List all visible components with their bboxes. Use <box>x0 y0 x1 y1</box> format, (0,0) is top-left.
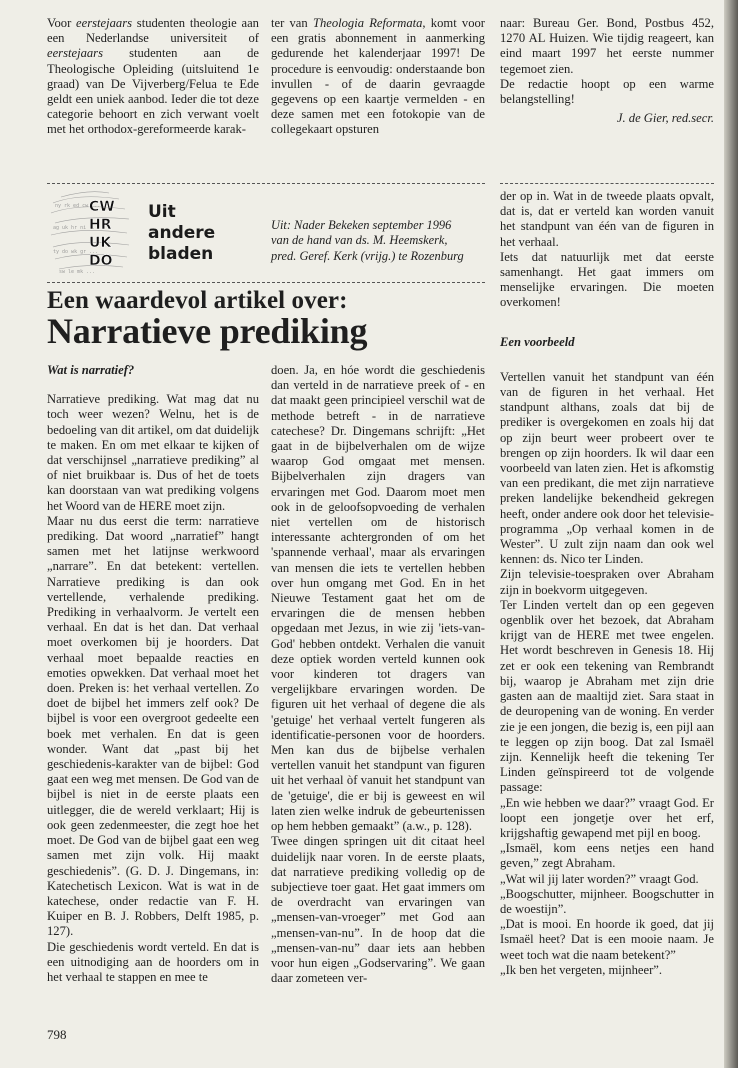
logo-letters-3: UK <box>89 235 112 251</box>
article-column-3 <box>500 189 714 978</box>
source-note <box>271 218 485 264</box>
section-rule-top <box>47 183 485 184</box>
intro-text-2: ter van Theologia Reformata, komt voor een gratis abonnement in aanmerking gedurende het kalenderjaar 1997! De procedure is eenvoudig: onderstaande bon invullen - of de daarin gevraagde gegevens op een kaartje vermelden - en deze samen met een fotokopie van de collegekaart opsturen <box>271 16 486 137</box>
intro-paragraph: De redactie hoopt op een warme belangstelling! <box>500 76 714 107</box>
section-title-word: Uit <box>148 202 176 222</box>
signature: J. de Gier, red.secr. <box>616 111 714 126</box>
article-column-2 <box>271 363 485 986</box>
article-title: Narratieve prediking <box>47 311 368 351</box>
svg-text:ny rk ed cw ...: ny rk ed cw ... <box>55 203 101 209</box>
article-paragraph: Narratieve prediking. Wat mag dat nu toch weer wezen? Welnu, het is de bedoeling van dit artikel, om dat duidelijk te maken. En om met elkaar te kijken of dat verschijnsel „narratieve prediking” al of niet bruikbaar is. Dus of het de toets kan doorstaan van wat prediking volgens het Woord van de HERE moet zijn. <box>47 392 259 513</box>
dialogue-line: „En wie hebben we daar?” vraagt God. Er loopt een jongetje over het erf, krijgshaftig gewapend met pijl en boog. <box>500 795 714 840</box>
source-line: van de hand van ds. M. Heemskerk, <box>271 233 448 248</box>
source-line: Uit: Nader Bekeken september 1996 <box>271 218 452 232</box>
intro-column-3 <box>500 16 714 126</box>
column-logo-icon <box>49 189 133 277</box>
dialogue-line: „Ik ben het vergeten, mijnheer”. <box>500 962 663 977</box>
dialogue-line: „Dat is mooi. En hoorde ik goed, dat jij Ismaël heet? Dat is een mooie naam. Je weet toch wat die naam betekent?” <box>500 917 714 962</box>
article-paragraph: Vertellen vanuit het standpunt van één van de figuren in het verhaal. Het standpunt althans, zoals dat bij de prediker is overgekomen en zoals hij dat op zijn beurt weer probeert over te brengen op zijn hoorders. Ik wil daar een voorbeeld van laten zien. Het is afkomstig van een predikant, die met zijn narratieve preken landelijke bekendheid gekregen heeft, onder andere ook door het televisie-programma „Op verhaal komen in de Wester”. U zult zijn naam dan ook wel kennen: ds. Nico ter Linden. <box>500 369 714 567</box>
article-paragraph: Die geschiedenis wordt verteld. En dat is een uitnodiging aan de hoorders om in het verhaal te stappen en mee te <box>47 939 259 984</box>
section-title-word: bladen <box>148 244 214 264</box>
article-paragraph: Ter Linden vertelt dan op een gegeven ogenblik over het bezoek, dat Abraham krijgt van de HERE met twee engelen. Het wordt beschreven in Genesis 18. Hij zet er ook een tekening van Rembrandt bij, waarop je Abraham met zijn drie gasten aan de maaltijd ziet. Sara staat in de deuropening van de woning. En verder zie je een jongen, die bezig is, een pijl aan te leggen op zijn boog. Dat zal Ismaël zijn. Kennelijk heeft die tekening Ter Linden geïnspireerd tot de volgende passage: <box>500 597 714 795</box>
article-paragraph: Zijn televisie-toespraken over Abraham zijn in boekvorm uitgegeven. <box>500 567 714 597</box>
svg-text:sw le mk ...: sw le mk ... <box>59 269 96 275</box>
source-line: pred. Geref. Kerk (vrijg.) te Rozenburg <box>271 248 464 263</box>
page-number: 798 <box>47 1027 67 1042</box>
dialogue-line: „Boogschutter, mijnheer. Boogschutter in de woestijn”. <box>500 886 714 916</box>
subhead-een-voorbeeld: Een voorbeeld <box>500 334 575 349</box>
section-title-word: andere <box>148 223 216 243</box>
intro-column-1 <box>47 16 259 138</box>
article-paragraph: Twee dingen springen uit dit citaat heel duidelijk naar voren. In de eerste plaats, dat narratieve prediking volledig op de subjectieve toer gaat. Het gaat immers om de overdracht van ervaringen van „mensen-van-vroeger” met God aan „mensen-van-nu”. In de hoop dat die „mensen-van-nu” daar iets aan hebben voor hun eigen „Godservaring”. We gaan daar zometeen ver- <box>271 834 485 986</box>
article-paragraph: doen. Ja, en hóe wordt die geschiedenis dan verteld in de narratieve preek of - en dat maakt geen principieel verschil wat de methode betreft - in de narratieve catechese? Dr. Dingemans schrijft: „Het gaat in de bijbelverhalen om de wijze waarop God omgaat met mensen. Bijbelverhalen zijn dragers van ervaringen met God. Daarom moet men ook in de geloofsopvoeding de verhalen niet vertellen om de historisch interessante achtergronden of om het 'spannende verhaal', maar als ervaringen van mensen die iets te vertellen hebben over hun omgang met God. En in het Nieuwe Testament gaat het om de ervaringen die de mensen hebben opgedaan met Jezus, in wie zij 'iets-van-God' hebben ontdekt. Verhalen die vanuit deze optiek worden verteld kunnen ook voor kinderen tot dragers van vergelijkbare ervaringen worden. De figuren uit het verhaal of degene die als 'getuige' het verhaal vertelt fungeren als identificatie-personen voor de hoorders. Men kan dus de bijbelse verhalen vertellen vanuit het standpunt van figuren uit het verhaal òf vanuit het standpunt van de 'getuige', die er bij is geweest en wil laten zien welke indruk de gebeurtenissen op hem hebben gemaakt” (a.w., p. 128). <box>271 363 485 834</box>
dialogue-line: „Wat wil jij later worden?” vraagt God. <box>500 871 699 886</box>
svg-text:ag uk hr ni ...: ag uk hr ni ... <box>53 225 99 231</box>
intro-paragraph: naar: Bureau Ger. Bond, Postbus 452, 1270 AL Huizen. Wie tijdig reageert, kan eind maart 1997 het eerste nummer tegemoet zien. <box>500 16 714 76</box>
logo-letters-1: CW <box>89 199 115 215</box>
article-column-1 <box>47 363 259 985</box>
svg-text:ty do wk gr ...: ty do wk gr ... <box>53 249 99 255</box>
intro-column-2 <box>271 16 485 138</box>
logo-letters-4: DO <box>89 253 113 269</box>
column-rule <box>500 183 714 184</box>
logo-letters-2: HR <box>89 217 112 233</box>
article-kicker: Een waardevol artikel over: <box>47 287 348 314</box>
article-paragraph: der op in. Wat in de tweede plaats opvalt, dat is, dat er verteld kan worden vanuit het standpunt van één van de figuren in het verhaal. <box>500 189 714 249</box>
article-paragraph: Maar nu dus eerst die term: narratieve prediking. Dat woord „narratief” hangt samen met het latijnse werkwoord „narrare”. En dat betekent: vertellen. Narratieve prediking is dan ook vertellende, verhalende prediking. Prediking in verhaalvorm. Je vertelt een verhaal. En dat is het dan. Dat verhaal moet overkomen bij je hoorders. Dat verhaal moet bepaalde reacties en emoties opwekken. Dat verhaal moet het doen. Preken is: het verhaal vertellen. Zo doet de bijbel het immers zelf ook? De bijbel is voor een overgroot gedeelte een boek met verhalen. En dat is geen wonder. Want dat „past bij het geschiedenis-karakter van de bijbel: God gaat een weg met mensen. De God van de bijbel is niet in de eerste plaats een uitlegger, die de wereld verklaart; Hij is ook geen zedenmeester, die zegt hoe het moet. De God van de bijbel gaat een weg samen met zijn volk. Hij maakt geschiedenis”. (G. D. J. Dingemans, in: Katechetisch Lexicon. Wat is wat in de katechese, onder redactie van F. H. Kuiper en B. J. Robbers, Delft 1985, p. 127). <box>47 513 259 939</box>
section-rule-bottom <box>47 282 485 283</box>
article-paragraph: Iets dat natuurlijk met dat eerste samenhangt. Het gaat immers om menselijke ervaringen. Die moeten overkomen! <box>500 249 714 310</box>
subhead-wat-is-narratief: Wat is narratief? <box>47 363 135 377</box>
intro-text-1: Voor eerstejaars studenten theologie aan een Nederlandse universiteit of eerstejaars studenten aan de Theologische Opleiding (uitsluitend 1e graad) van De Vijverberg/Felua te Ede geldt een uniek aanbod. Ieder die tot deze categorie behoort en zich verwant voelt met het orthodox-gereformeerde karak- <box>47 16 259 137</box>
binding-edge <box>724 0 738 1068</box>
dialogue-line: „Ismaël, kom eens netjes een hand geven,” zegt Abraham. <box>500 841 714 871</box>
